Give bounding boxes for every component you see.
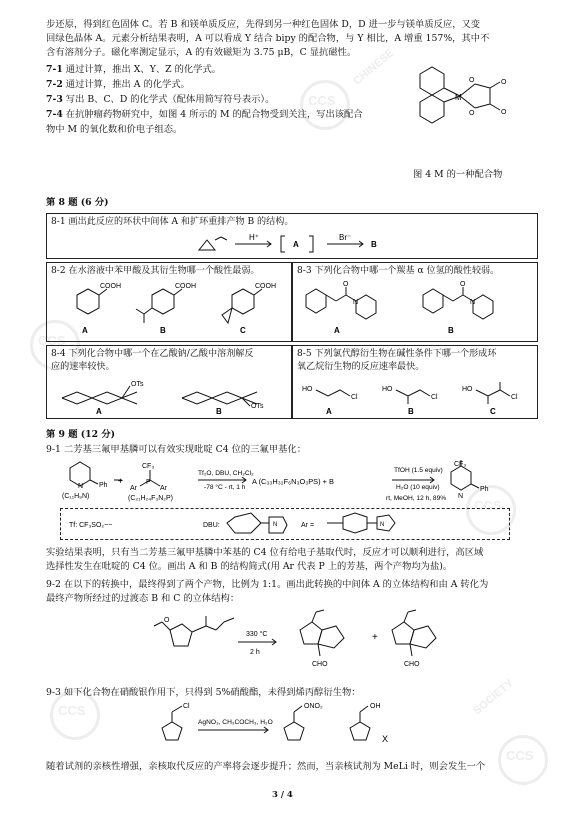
svg-text:Cl: Cl xyxy=(511,394,518,401)
svg-text:M: M xyxy=(455,93,462,102)
svg-text:rt, MeOH, 12 h, 89%: rt, MeOH, 12 h, 89% xyxy=(386,495,447,502)
question-7-2: 7-2 通过计算，推出 A 的化学式。 xyxy=(46,79,190,90)
label-a: A xyxy=(326,407,332,416)
svg-text:Cl: Cl xyxy=(351,394,358,401)
svg-text:HO: HO xyxy=(382,386,393,393)
svg-text:Ph: Ph xyxy=(480,486,489,493)
label-c: C xyxy=(490,407,496,416)
svg-text:O: O xyxy=(343,281,349,288)
svg-text:DBU:: DBU: xyxy=(203,522,220,529)
label-a: A xyxy=(96,407,102,416)
svg-text:COOH: COOH xyxy=(255,283,276,290)
svg-text:Cl: Cl xyxy=(431,394,438,401)
label-b: B xyxy=(408,407,414,416)
svg-text:+: + xyxy=(372,632,378,643)
body-line: 步还原，得到红色固体 C。若 B 和镁单质反应，先得到另一种红色固体 D，D 进一步与镁单质反应，又变 xyxy=(46,19,481,30)
label-b: B xyxy=(448,326,454,335)
q8-3-box xyxy=(292,262,538,342)
q9-1-definitions-box xyxy=(60,508,510,540)
svg-text:O: O xyxy=(164,617,170,624)
question-9-1-text: 9-1 二芳基三氟甲基膦可以有效实现吡啶 C4 位的三氟甲基化： xyxy=(46,444,306,455)
q8-2-box xyxy=(46,262,292,342)
figure-4-caption: 图 4 M 的一种配合物 xyxy=(413,169,503,180)
svg-text:ONO₂: ONO₂ xyxy=(304,703,323,710)
watermark-logo: CCS xyxy=(58,703,86,718)
watermark-logo: CCS xyxy=(38,333,66,348)
body-line: 随着试剂的亲核性增强，亲核取代反应的产率将会逐步提升；然而，当亲核试剂为 MeLi 时，则会发生一个 xyxy=(46,761,486,772)
q9-3-scheme xyxy=(150,700,430,754)
svg-text:2 h: 2 h xyxy=(250,649,260,656)
svg-text:COOH: COOH xyxy=(175,283,196,290)
q8-3-structures xyxy=(298,281,533,339)
svg-text:N: N xyxy=(458,493,464,500)
watermark-text: CHINESE xyxy=(351,46,397,88)
svg-text:CF₃: CF₃ xyxy=(454,461,467,468)
svg-text:Cl: Cl xyxy=(183,703,190,710)
question-7-4: 7-4 在抗肿瘤药物研究中，如图 4 所示的 M 的配合物受到关注，写出该配合 xyxy=(46,109,363,120)
q8-4-text: 8-4 下列化合物中哪一个在乙酸钠/乙酸中溶剂解反 xyxy=(51,349,254,359)
q8-1-box xyxy=(46,213,538,259)
q8-1-reagent1: H⁺ xyxy=(249,233,259,242)
svg-text:OTs: OTs xyxy=(251,403,264,410)
q8-3-text: 8-3 下列化合物中哪一个羰基 α 位氢的酸性较弱。 xyxy=(297,266,500,276)
question-7-3: 7-3 写出 B、C、D 的化学式（配体用简写符号表示）。 xyxy=(46,94,275,105)
svg-text:(C₁₁H₉N): (C₁₁H₉N) xyxy=(62,493,90,500)
q8-5-text: 氧乙烷衍生物的反应速率最快。 xyxy=(297,362,425,372)
label-c: C xyxy=(240,326,246,335)
svg-text:O: O xyxy=(469,110,475,117)
question-9-2-text: 最终产物所经过的过渡态 B 和 C 的立体结构： xyxy=(46,593,240,604)
svg-text:(C₂₁H₂₄F₃N₂P): (C₂₁H₂₄F₃N₂P) xyxy=(128,495,173,502)
svg-text:CHO: CHO xyxy=(404,661,420,668)
body-line: 选择性发生在吡啶的 C4 位。画出 A 和 B 的结构简式(用 Ar 代表 P 上的芳基，两个产物均为盐)。 xyxy=(46,561,453,572)
q8-4-structures xyxy=(52,378,287,416)
svg-text:A (C₃₃H₃₂F₆N₃O₃PS) + B: A (C₃₃H₃₂F₆N₃O₃PS) + B xyxy=(252,477,334,486)
svg-text:TfOH (1.5 equiv): TfOH (1.5 equiv) xyxy=(394,467,443,474)
svg-text:-78 °C - rt, 1 h: -78 °C - rt, 1 h xyxy=(204,484,246,491)
svg-text:Ar: Ar xyxy=(130,485,137,492)
svg-text:Ar =: Ar = xyxy=(301,522,315,529)
svg-text:CHO: CHO xyxy=(312,661,328,668)
q8-1-scheme xyxy=(167,232,417,256)
body-line: 回绿色晶体 A。元素分析结果表明，A 可以看成 Y 结合 bipy 的配合物，与 Y 相比，A 增重 157%，其中不 xyxy=(46,33,490,44)
q9-1-definitions xyxy=(65,511,505,537)
svg-text:Ph: Ph xyxy=(99,482,108,489)
svg-text:OTs: OTs xyxy=(131,381,144,388)
svg-text:X: X xyxy=(382,734,389,744)
svg-text:COOH: COOH xyxy=(100,283,121,290)
q9-2-scheme xyxy=(150,608,480,676)
q8-2-structures xyxy=(52,281,287,339)
label-b: B xyxy=(160,326,166,335)
q8-1-product: B xyxy=(371,240,377,249)
question-9-title: 第 9 题 (12 分) xyxy=(46,429,116,440)
svg-text:Tf₂O, DBU, CH₂Cl₂: Tf₂O, DBU, CH₂Cl₂ xyxy=(198,470,254,477)
svg-text:N: N xyxy=(273,522,278,528)
question-8-title: 第 8 题 (6 分) xyxy=(46,197,109,208)
svg-text:OH: OH xyxy=(370,703,381,710)
svg-text:N: N xyxy=(380,522,385,528)
q8-1-intermediate: A xyxy=(293,240,299,249)
q8-2-text: 8-2 在水溶液中苯甲酸及其衍生物哪一个酸性最弱。 xyxy=(51,266,260,276)
svg-text:HO: HO xyxy=(462,386,473,393)
figure-4-complex xyxy=(405,62,520,147)
q8-5-structures xyxy=(298,378,533,416)
q8-4-text: 应的速率较快。 xyxy=(51,362,115,372)
label-a: A xyxy=(334,326,340,335)
q8-4-box xyxy=(46,345,292,419)
svg-text:O: O xyxy=(469,77,475,84)
svg-text:N: N xyxy=(353,299,359,306)
watermark-logo: CCS xyxy=(506,748,534,763)
watermark-logo: CCS xyxy=(474,498,502,513)
watermark-logo: CCS xyxy=(308,93,336,108)
label-a: A xyxy=(82,326,88,335)
question-9-2-text: 9-2 在以下的转换中，最终得到了两个产物，比例为 1:1。画出此转换的中间体 A 的立体结构和由 A 转化为 xyxy=(46,579,489,590)
svg-text:Ar: Ar xyxy=(160,485,167,492)
question-7-4-cont: 物中 M 的氧化数和价电子组态。 xyxy=(46,124,183,135)
svg-text:CF₃: CF₃ xyxy=(142,463,155,470)
q8-5-text: 8-5 下列氯代醇衍生物在碱性条件下哪一个形成环 xyxy=(297,349,497,359)
svg-text:O: O xyxy=(501,79,507,86)
svg-text:AgNO₃, CH₃COCH₃, H₂O: AgNO₃, CH₃COCH₃, H₂O xyxy=(198,719,273,726)
svg-text:N: N xyxy=(470,299,476,306)
q9-1-scheme xyxy=(56,458,516,504)
body-line: 实验结果表明，只有当二芳基三氟甲基膦中苯基的 C4 位有给电子基取代时，反应才可以顺利进行，高区域 xyxy=(46,547,484,558)
svg-text:N: N xyxy=(78,483,84,490)
body-line: 含有溶剂分子。磁化率测定显示，A 的有效磁矩为 3.75 μB，C 显抗磁性。 xyxy=(46,47,357,58)
label-b: B xyxy=(216,407,222,416)
svg-text:H₂O (10 equiv): H₂O (10 equiv) xyxy=(396,484,440,491)
svg-text:O: O xyxy=(460,281,466,288)
page-number: 3 / 4 xyxy=(272,790,293,800)
svg-text:HO: HO xyxy=(302,386,313,393)
question-9-3-text: 9-3 如下化合物在硝酸银作用下，只得到 5%硝酸酯，未得到烯丙醇衍生物： xyxy=(46,687,361,698)
question-7-1: 7-1 通过计算，推出 X、Y、Z 的化学式。 xyxy=(46,64,222,75)
svg-text:P: P xyxy=(146,479,151,486)
svg-text:Tf: CF₃SO₂~~: Tf: CF₃SO₂~~ xyxy=(69,522,113,529)
svg-text:O: O xyxy=(501,109,507,116)
q8-1-reagent2: Br⁻ xyxy=(339,233,352,242)
svg-text:330 °C: 330 °C xyxy=(246,631,268,638)
svg-text:+: + xyxy=(118,476,124,486)
q8-1-text: 8-1 画出此反应的环状中间体 A 和扩环重排产物 B 的结构。 xyxy=(51,217,294,227)
q8-5-box xyxy=(292,345,538,419)
watermark-text: SOCIETY xyxy=(471,677,516,718)
